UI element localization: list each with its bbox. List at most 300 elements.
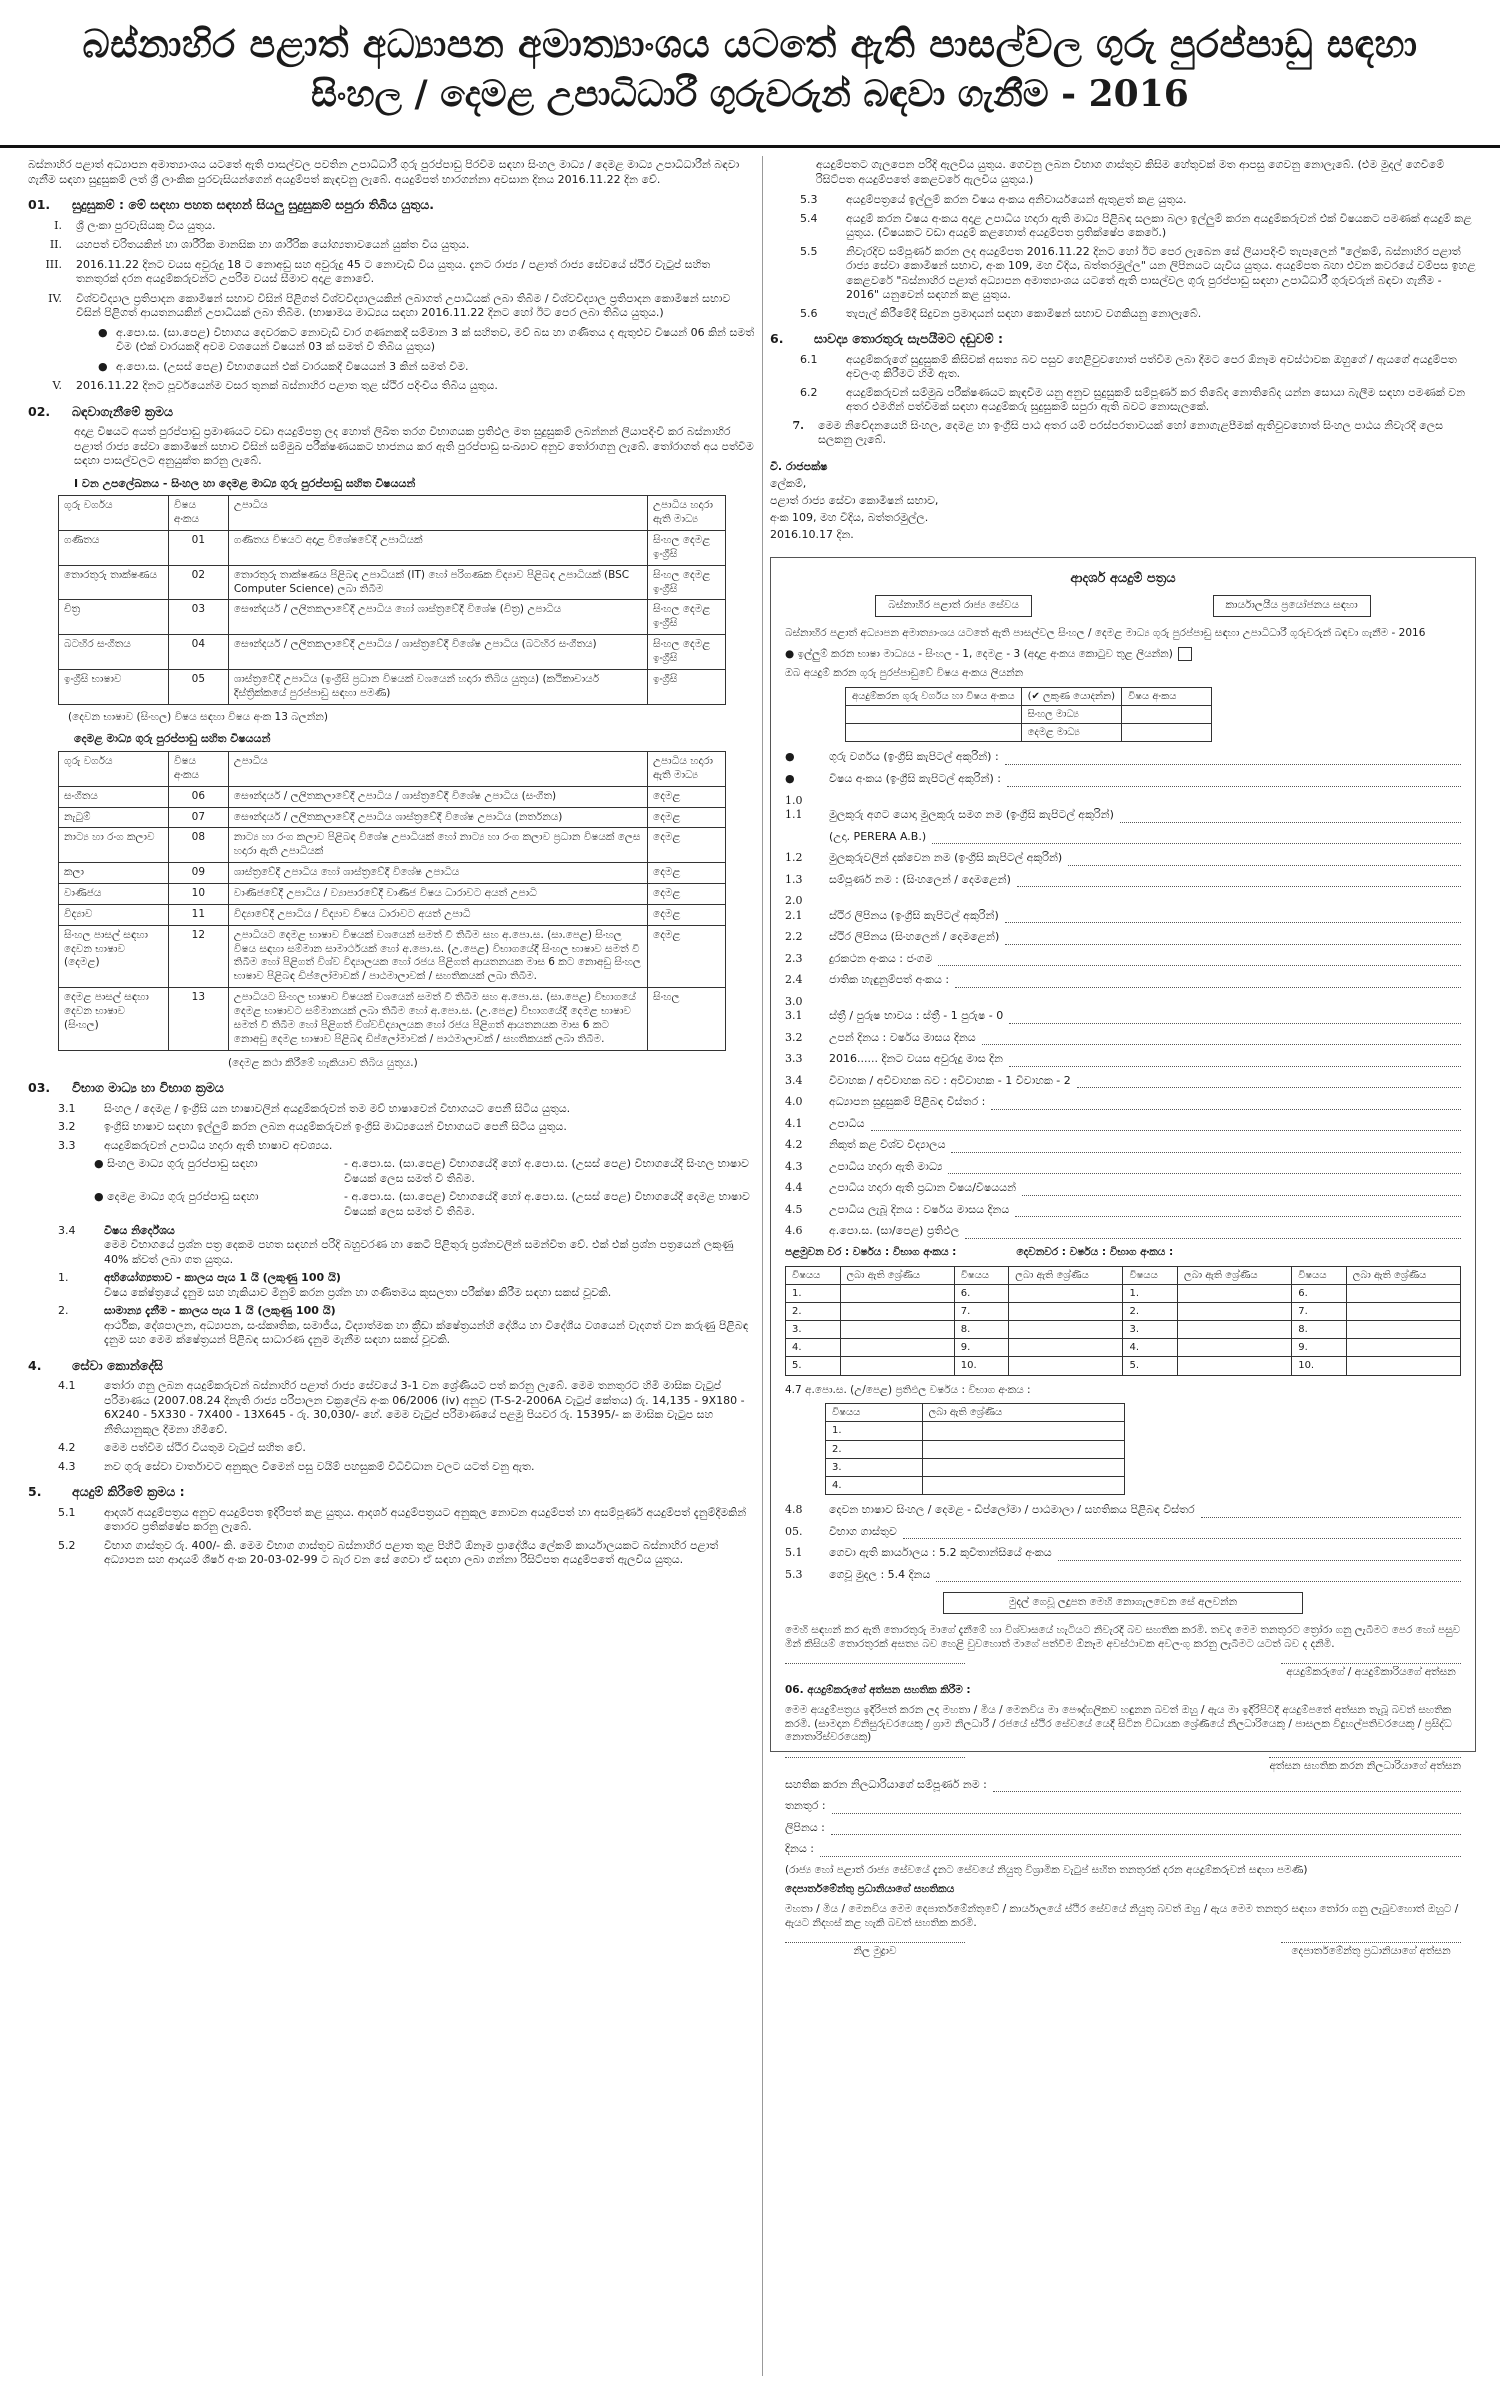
form-box-service: බස්නාහිර පළාත් රාජ්‍ය සේවය xyxy=(875,595,1032,617)
form-field-input[interactable] xyxy=(1015,1205,1461,1217)
certifier-field-input[interactable] xyxy=(831,1823,1461,1835)
ol-cell xyxy=(840,1321,954,1339)
qualification-bullet xyxy=(98,360,756,375)
form-field-input[interactable] xyxy=(991,1098,1461,1110)
declaration-signature-row: අයදුම්කරුගේ / අයදුම්කාරියගේ අත්සන xyxy=(785,1663,1461,1680)
form-field-number: 5.1 xyxy=(785,1546,803,1560)
table-row xyxy=(59,565,726,600)
table-cell: දෙමළ xyxy=(648,883,726,904)
table-cell: සිංහල පාසල් සඳහා දෙවන භාෂාව (දෙමළ) xyxy=(59,925,169,987)
form-table-cell: සිංහල මාධ්‍ය xyxy=(1021,706,1122,724)
qualification-item-text: යහපත් චරිතයකින් හා ශාරීරික මානසික හා ශාරීරික යෝග්‍යතාවයෙන් යුක්ත විය යුතුය. xyxy=(76,238,470,252)
form-field-number: 4.2 xyxy=(785,1138,803,1152)
exam-papers xyxy=(28,1271,756,1348)
table-cell: ඉංග්‍රීසි xyxy=(648,669,726,704)
table-cell: සිංහල දෙමළ ඉංග්‍රීසි xyxy=(648,600,726,635)
exam-paper xyxy=(58,1271,756,1300)
form-column-header: අයදුම්කරන ගුරු වර්ගය හා විෂය අංකය xyxy=(846,687,1022,705)
form-field-label: උපාධිය හදාරා ඇති මාධ්‍ය xyxy=(829,1159,943,1173)
service-condition-text: තෝරා ගනු ලබන අයදුම්කරුවන් බස්නාහිර පළාත් රාජ්‍ය සේවයේ 3-1 වන ශ්‍රේණියට පත් කරනු ලැබේ. මෙම තනතුරට හිමි මාසික වැටුප් පරිමාණය (2007.08.24 දිනැති රාජ්‍ය පරිපාලන චක්‍රලේඛ අංක 06/2006 (iv) අනුව (T-S-2-2006A වැටුප් කේතය) රු. 14,135 - 9X180 - 6X240 - 5X330 - 7X400 - 13X645 - රු. 30,030/- හේ. මෙම වැටුප් පරිමාණයේ පළමු පියවර රු. 15395/- ක මාසික වැටුප සහ නීතියානුකූල දීමනා හිමිවේ. xyxy=(104,1379,745,1436)
form-intro: බස්නාහිර පළාත් අධ්‍යාපන අමාත්‍යාංශය යටතේ ඇති පාසල්වල සිංහල / දෙමළ මාධ්‍ය ගුරු පුරප්පාඩු සඳහා උපාධිධාරී ගුරුවරුන් බඳවා ගැනීම - 2016 xyxy=(785,627,1426,639)
form-field-input[interactable] xyxy=(1058,1549,1461,1561)
column-header: උපාධිය හදාරා ඇති මාධ්‍ය xyxy=(648,751,726,786)
table-cell: දෙමළ xyxy=(648,925,726,987)
certifier-field xyxy=(785,1821,1461,1836)
form-field xyxy=(785,794,1461,823)
form-medium-line: ● ඉල්ලුම් කරන භාෂා මාධ්‍යය - සිංහල - 1, දෙමළ - 3 (අදාළ අංකය කොටුව තුළ ලියන්න) xyxy=(785,647,1461,662)
al-cell xyxy=(922,1477,1124,1495)
certifier-field-label: දිනය : xyxy=(785,1842,814,1856)
form-column-header: (✔ ලකුණ යොදන්න) xyxy=(1021,687,1122,705)
form-field xyxy=(785,873,1461,888)
exam-paper-number: 2. xyxy=(58,1304,69,1318)
al-cell: 2. xyxy=(826,1440,923,1458)
form-field-label: විෂය අංකය (ඉංග්‍රීසි කැපිටල් අකුරින්) : xyxy=(829,772,1001,785)
form-field-number: 2.2 xyxy=(785,930,803,944)
table-row xyxy=(59,925,726,987)
ol-cell: 6. xyxy=(1292,1284,1347,1302)
form-field-label: අධ්‍යාපන සුදුසුකම් පිළිබඳ විස්තර : xyxy=(829,1095,986,1109)
service-condition xyxy=(58,1379,756,1437)
penalty-item-text: අයදුම්කරුගේ සුදුසුකම් කිසිවක් අසත්‍ය බව පසුව හෙළිවුවහොත් පත්වීම ලබා දීමට පෙර ඕනෑම අවස්ථාවක ඔහුගේ / ඇයගේ අයදුම්පත අවලංගු කිරීමට හිමි ඇත. xyxy=(846,352,1457,381)
form-field-number: 1.3 xyxy=(785,872,803,886)
form-field-number: 3.4 xyxy=(785,1073,803,1087)
form-field-input[interactable] xyxy=(1068,854,1461,866)
exam-item-number: 3.1 xyxy=(58,1101,76,1115)
service-condition xyxy=(58,1441,756,1456)
ol-cell xyxy=(840,1302,954,1320)
section-34: 3.4 විෂය නිර්දේශය මෙම විභාගයේ ප්‍රශ්න පත්‍ර දෙකම පහත සඳහන් පරිදි බහුවරණ හා කෙටි පිළිතුරු ප්‍රශ්නවලින් සමන්විත වේ. එක් එක් ප්‍රශ්න පත්‍රයෙන් ලකුණු 40% ක්වත් ලබා ගත යුතුය. xyxy=(58,1223,734,1266)
ol-cell: 9. xyxy=(1292,1339,1347,1357)
exam-paper-body xyxy=(104,1304,756,1348)
table-cell: 03 xyxy=(168,600,228,635)
application-step-text: අයදුම් කරන විෂය අංකය අදාළ උපාධිය හදාරා ඇති මාධ්‍ය පිළිබඳ සලකා බලා ඉල්ලුම් කරන අයදුම්කරුවන් එක් විෂයකට පමණක් අයදුම් කළ යුතුය. (විෂයකට වඩා අයදුම් කළහොත් අයදුම්පත ප්‍රතික්ෂේප කෙරේ.) xyxy=(846,211,1472,240)
exam-paper-title: සාමාන්‍ය දැනීම - කාලය පැය 1 යි (ලකුණු 100 යි) xyxy=(104,1304,336,1318)
bullet-dot: ● xyxy=(98,325,108,339)
form-field-number: 3.0 3.1 xyxy=(785,994,803,1023)
form-field-number: 3.2 xyxy=(785,1030,803,1044)
application-step-text: තැපැල් කිරීමේදී සිදුවන ප්‍රමාදයන් සඳහා කොමිෂන් සභාව වගකියනු නොලැබේ. xyxy=(846,306,1202,320)
signatory-line: පළාත් රාජ්‍ය සේවා කොමිෂන් සභාව, xyxy=(770,493,939,507)
form-field-number: 4.6 xyxy=(785,1224,803,1238)
penalty-item xyxy=(800,386,1476,415)
form-table-cell xyxy=(846,706,1022,724)
form-field-input[interactable] xyxy=(903,1527,1461,1539)
ol-cell xyxy=(1009,1339,1123,1357)
application-step xyxy=(800,307,1476,322)
penalty-item-text: අයදුම්කරුවන් සම්මුඛ පරීක්ෂණයට කැඳවීම යනු අනුව සුදුසුකම් සම්පූර්ණ කර තිබේද නොතිබේද යන්න සොයා බැලීම සඳහා පමණක් වන අතර එමගින් පත්වීමක් සඳහා අයදුම්කරු සුදුසුකම් සපුරා ඇති බවට නොසැලකේ. xyxy=(846,385,1466,414)
form-field-label: ස්ථිර ලිපිනය (ඉංග්‍රීසි කැපිටල් අකුරින්) xyxy=(829,908,999,922)
form-field xyxy=(785,830,1461,845)
qualification-item-number: III. xyxy=(45,257,62,271)
ol-column-header: විෂයය xyxy=(1292,1266,1347,1284)
table-row xyxy=(59,600,726,635)
service-condition-number: 4.1 xyxy=(58,1379,76,1393)
al-column-header: ලබා ඇති ශ්‍රේණිය xyxy=(922,1404,1124,1422)
table-cell: සෞන්දර්ය / ලලිතකලාවේදී උපාධිය හෝ ශාස්ත්‍රවේදී විශේෂ (චිත්‍ර) උපාධිය xyxy=(228,600,647,635)
form-field-label: දුරකථන අංකය : ජංගම xyxy=(829,951,933,965)
form-header-boxes xyxy=(785,595,1461,617)
table-cell: ඉංග්‍රීසි භාෂාව xyxy=(59,669,169,704)
qualification-item-text: විශ්වවිද්‍යාල ප්‍රතිපාදන කොමිෂන් සභාව විසින් පිළිගත් විශ්වවිද්‍යාලයකින් ලබාගත් උපාධියක් ලබා තිබීම / විශ්වවිද්‍යාල ප්‍රතිපාදන කොමිෂන් සභාව විසින් පිළිගත් ආයතනයකින් උපාධියක් ලබා තිබීම. (භාෂාමය මාධ්‍යය සඳහා 2016.11.22 දිනට හෝ ඊට පෙර ලබා තිබිය යුතුය.) xyxy=(76,291,731,320)
form-field-input[interactable] xyxy=(938,954,1461,966)
form-field-number: 5.3 xyxy=(785,1567,803,1581)
right-column xyxy=(770,158,1476,2373)
ol-cell: 4. xyxy=(1123,1339,1178,1357)
section-05-items-continued xyxy=(770,193,1476,321)
form-field xyxy=(785,1525,1461,1540)
form-field-label: අ.පො.ස. (සා/පෙළ) ප්‍රතිඵල xyxy=(829,1224,960,1238)
al-row xyxy=(826,1477,1125,1495)
ol-row xyxy=(786,1284,1461,1302)
table-cell: සෞන්දර්ය / ලලිතකලාවේදී උපාධිය / ශාස්ත්‍රවේදී විශේෂ උපාධිය (සංගීත) xyxy=(228,786,647,807)
ol-cell xyxy=(840,1339,954,1357)
ol-cell xyxy=(1346,1321,1460,1339)
column-header: උපාධිය xyxy=(228,496,647,531)
al-cell: 1. xyxy=(826,1422,923,1440)
ol-cell xyxy=(1346,1302,1460,1320)
column-header: උපාධිය හදාරා ඇති මාධ්‍ය xyxy=(648,496,726,531)
exam-paper-number: 1. xyxy=(58,1271,69,1285)
qualification-item xyxy=(28,238,756,253)
certification-text: මෙම අයදුම්පත්‍රය ඉදිරිපත් කරන ලද මහතා / මිය / මෙනවිය මා පෞද්ගලිකව හඳුනන බවත් ඔහු / ඇය මා ඉදිරිපිටදී අයදුම්පතේ අත්සන තැබූ බවත් සහතික කරමි. (සාමදාන විනිසුරුවරයෙකු / ග්‍රාම නිලධාරී / රජයේ ස්ථිර සේවයේ යෙදී සිටින විධායක ශ්‍රේණියේ නිලධාරියෙකු / පාසලක විදුහල්පතිවරයෙකු / ප්‍රසිද්ධ නොතාරිස්වරයෙකු) xyxy=(785,1703,1452,1744)
form-field xyxy=(785,995,1461,1024)
service-condition-number: 4.3 xyxy=(58,1459,76,1473)
ol-cell: 8. xyxy=(1292,1321,1347,1339)
form-field xyxy=(785,1568,1461,1583)
ol-header-row xyxy=(786,1266,1461,1284)
form-field-input[interactable] xyxy=(1120,811,1461,823)
exam-item xyxy=(58,1102,756,1117)
al-row xyxy=(826,1440,1125,1458)
table-cell: නාට්‍ය හා රංග කලාව xyxy=(59,828,169,863)
signatory-line: ලේකම්, xyxy=(770,476,807,490)
form-field xyxy=(785,772,1461,787)
form-field-label: විභාග ගාස්තුව xyxy=(829,1524,897,1538)
medium-rule: - අ.පො.ස. (සා.පෙළ) විභාගයේදී හෝ අ.පො.ස. (උසස් පෙළ) විභාගයේදී සිංහල භාෂාව විෂයක් ලෙස සමත් වී තිබීම. xyxy=(344,1157,749,1185)
section-04-items xyxy=(28,1379,756,1474)
form-field-label: ජාතික හැඳුනුම්පත් අංකය : xyxy=(829,973,950,987)
table-cell: සෞන්දර්ය / ලලිතකලාවේදී උපාධිය ශාස්ත්‍රවේදී විශේෂ උපාධිය (නර්තනය) xyxy=(228,807,647,828)
qualification-item xyxy=(28,292,756,321)
form-field xyxy=(785,1031,1461,1046)
ol-cell: 10. xyxy=(954,1357,1009,1375)
form-field-label: 2016...... දිනට වයස අවුරුදු මාස දින xyxy=(829,1052,1003,1066)
ol-cell xyxy=(1009,1357,1123,1375)
signatory-name: වී. රාජපක්ෂ xyxy=(770,459,828,473)
ol-cell xyxy=(1177,1321,1291,1339)
form-field-input[interactable] xyxy=(955,976,1461,988)
section-05-heading: 5. අයදුම් කිරීමේ ක්‍රමය : xyxy=(28,1484,185,1500)
certifier-field xyxy=(785,1842,1461,1857)
table-cell: ගණිතය විෂයට අදාළ විශේෂවේදී උපාධියක් xyxy=(228,530,647,565)
qualification-item-number: I. xyxy=(54,218,62,232)
declaration-text: මෙහි සඳහන් කර ඇති තොරතුරු මාගේ දැනීමේ හා විශ්වාසයේ හැටියට නිවැරදි බව සහතික කරමි. තවද මෙම තනතුරට ත්‍රෝරා ගනු ලැබීමට පෙර හෝ පසුව මින් කිසියම් තොරතුරක් අසත්‍ය බව හෙළි වුවහොත් මාගේ පත්වීම ඕනෑම අවස්ථාවක අවලංගු කරනු ලැබීමට යටත් බව ද දනිමි. xyxy=(785,1624,1461,1650)
ol-cell: 9. xyxy=(954,1339,1009,1357)
section-01-bullets xyxy=(28,326,756,375)
application-step-text: නිවැරදිව සම්පූර්ණ කරන ලද අයදුම්පත 2016.11.22 දිනට හෝ ඊට පෙර ලැබෙන සේ ලියාපදිංචි තැපෑලෙන් "ලේකම්, බස්නාහිර පළාත් රාජ්‍ය සේවා කොමිෂන් සභාව, අංක 109, මහ වීදිය, බත්තරමුල්ල" යන ලිපිනයට යැවිය යුතුය. අයදුම්පත බහා එවන කවරයේ වම්පස ඉහළ කෙළවරේ "බස්නාහිර පළාත් අධ්‍යාපන අමාත්‍යාංශය යටතේ ඇති පාසල්වල ගුරු පුරප්පාඩු සඳහා උපාධිධාරී ගුරුවරුන් බඳවා ගැනීම - 2016" යනුවෙන් සඳහන් කළ යුතුය. xyxy=(846,244,1476,302)
form-field xyxy=(785,1181,1461,1196)
ol-cell xyxy=(1177,1284,1291,1302)
service-condition-text: මෙම පත්වීම ස්ථිර වියතුම වැටුප් සහිත වේ. xyxy=(104,1441,306,1455)
application-step-text: විභාග ගාස්තුව රු. 400/- කි. මෙම විභාග ගාස්තුව බස්නාහිර පළාත තුළ පිහිටි ඕනෑම ප්‍රාදේශීය ලේකම් කාර්යාලයකට බස්නාහිර පළාත් අධ්‍යාපන සහ ආදායම් ශීර්ෂ අංක 20-03-02-99 ට බැර වන සේ ගෙවා ඒ සඳහා ලබා ගන්නා රිසිට්පත අයදුම්පතේ ඇලවිය යුතුය. xyxy=(104,1538,719,1567)
form-field-label: ස්ථිර ලිපිනය (සිංහලෙන් / දෙමළෙන්) xyxy=(829,930,1000,944)
ol-cell: 8. xyxy=(954,1321,1009,1339)
certifier-field-label: තනතුර : xyxy=(785,1799,826,1813)
form-field-number: 1.0 1.1 xyxy=(785,793,803,822)
form-field-label: (උදා. PERERA A.B.) xyxy=(829,829,927,843)
table-cell: 11 xyxy=(168,904,228,925)
ol-cell: 3. xyxy=(786,1321,841,1339)
qualification-item-number: IV. xyxy=(48,291,62,305)
section-06-heading: 6. සාවද්‍ය තොරතුරු සැපයීමට දඬුවම් : xyxy=(770,331,1003,347)
table-cell: ශාස්ත්‍රවේදී උපාධිය (ඉංග්‍රීසි ප්‍රධාන විෂයක් වශයෙන් හදාරා තිබිය යුතුය) (කථිකාචාර්ය දිස්ත්‍රික්කයේ පුරප්පාඩු සඳහා පමණි) xyxy=(228,669,647,704)
form-title: ආදර්ශ අයදුම් පත්‍රය xyxy=(1070,570,1176,586)
application-step xyxy=(800,212,1476,241)
table-cell: සිංහල දෙමළ ඉංග්‍රීසි xyxy=(648,635,726,670)
notice-title-line1: බස්නාහිර පළාත් අධ්‍යාපන අමාත්‍යාංශය යටතේ ඇති පාසල්වල ගුරු පුරප්පාඩු සඳහා xyxy=(82,21,1418,66)
form-field-input[interactable] xyxy=(1007,775,1461,787)
bullet-dot: ● xyxy=(98,359,108,373)
form-field xyxy=(785,1117,1461,1132)
section-02-text: අදාළ විෂයට අයත් පුරප්පාඩු ප්‍රමාණයට වඩා අයදුම්පත්‍ර ලද හොත් ලිඛිත තරග විභාගයක ප්‍රතිඵල මත සුදුසුකම් ලබන්නන් ලියාපදිංචි කර බස්නාහිර පළාත් රාජ්‍ය සේවා කොමිෂන් සභාව විසින් සම්මුඛ පරීක්ෂණයකට භාජනය කර ඇති පුරප්පාඩු සංඛ්‍යාව අනුව තෝරාගනු ලැබේ. තෝරාගත් අය පත්වීම සඳහා පාසල්වලට අනුයුක්ත කරනු ලැබේ. xyxy=(74,425,754,468)
certifier-details xyxy=(785,1778,1461,1857)
form-field-number: 4.8 xyxy=(785,1503,803,1517)
section-05-items xyxy=(28,1506,756,1568)
form-field-label: නිකුත් කළ විශ්ව විද්‍යාලය xyxy=(829,1138,946,1152)
section-07: 7. මෙම නිවේදනයෙහි සිංහල, දෙමළ හා ඉංග්‍රීසි පාඨ අතර යම් පරස්පරතාවයක් හෝ නොගැළපීමක් ඇතිවුවහොත් සිංහල පාඨය නිවැරදි ලෙස සලකනු ලැබේ. xyxy=(792,418,1444,447)
employer-cert-text: මහතා / මිය / මෙනවිය මෙම දෙපාර්තමේන්තුවේ / කාර්යාලයේ ස්ථිර සේවයේ නියුතු බවත් ඔහු / ඇය මෙම තනතුර සඳහා තෝරා ගනු ලැබුවහොත් ඔහුට / ඇයට නිදහස් කළ හැකි බවත් සහතික කරමි. xyxy=(785,1903,1459,1929)
exam-paper-text: ආර්ථික, දේශපාලන, අධ්‍යාපන, සංස්කෘතික, සමාජීය, විද්‍යාත්මක හා ක්‍රීඩා ක්ෂේත්‍රයන්හි දේශීය හා විදේශීය වශයෙන් වැදගත් වන කරුණු පිළිබඳ දැනුම සහ මෙම ක්ෂේත්‍රයන් පිළිබඳ සාධාරණ දැනුම මැනීම සඳහා සකස් වූවකි. xyxy=(104,1318,749,1347)
table-cell: දෙමළ පාසල් සඳහා දෙවන භාෂාව (සිංහල) xyxy=(59,988,169,1050)
column-header: උපාධිය xyxy=(228,751,647,786)
table-cell: තොරතුරු තාක්ෂණය පිළිබඳ උපාධියක් (IT) හෝ පරිගණක විද්‍යාව පිළිබඳ උපාධියක් (BSC Computer Science) ලබා තිබීම xyxy=(228,565,647,600)
application-step-text: අයදුම්පත්‍රයේ ඉල්ලුම් කරන විෂය අංකය අනිවාර්යයෙන් ඇතුළත් කළ යුතුය. xyxy=(846,193,1187,207)
table-sinhala-tamil-subjects xyxy=(58,495,726,704)
signatory-line: 2016.10.17 දින. xyxy=(770,527,854,541)
form-field-input[interactable] xyxy=(1077,1076,1461,1088)
employer-note: (රාජ්‍ය හෝ පළාත් රාජ්‍ය සේවයේ දැනට සේවයේ නියුතු විශ්‍රාමික වැටුප් සහිත තනතුරක් දරන අයදුම්කරුවන් සඳහා පමණි) xyxy=(785,1863,1308,1876)
table-cell: 12 xyxy=(168,925,228,987)
table-cell: දෙමළ xyxy=(648,904,726,925)
certifier-field xyxy=(785,1778,1461,1793)
table-cell: 04 xyxy=(168,635,228,670)
certifier-field-label: සහතික කරන නිලධාරියාගේ සම්පූර්ණ නම : xyxy=(785,1777,987,1791)
ol-column-header: විෂයය xyxy=(786,1266,841,1284)
qualification-item-text: 2016.11.22 දිනට වයස අවුරුදු 18 ට නොඅඩු සහ අවුරුදු 45 ට නොවැඩි විය යුතුය. දැනට රාජ්‍ය / පළාත් රාජ්‍ය සේවයේ ස්ථිර වැටුප් සහිත තනතුරක් දරන අයදුම්කරුවන්ට උපරිම වයස් සීමාව අදාළ නොවේ. xyxy=(76,257,711,286)
certifier-field-input[interactable] xyxy=(832,1802,1461,1814)
ol-cell xyxy=(1177,1339,1291,1357)
al-header-row xyxy=(826,1404,1125,1422)
certifier-field-input[interactable] xyxy=(993,1780,1461,1792)
ol-column-header: ලබා ඇති ශ්‍රේණිය xyxy=(1009,1266,1123,1284)
table-cell: සංගීතය xyxy=(59,786,169,807)
form-table-header xyxy=(846,687,1212,705)
form-field xyxy=(785,1052,1461,1067)
form-field-input[interactable] xyxy=(982,1033,1461,1045)
table-cell: තොරතුරු තාක්ෂණය xyxy=(59,565,169,600)
form-table-cell: දෙමළ මාධ්‍ය xyxy=(1021,724,1122,742)
ol-cell xyxy=(1009,1321,1123,1339)
application-step-number: 5.4 xyxy=(800,211,818,225)
table-cell: කලා xyxy=(59,863,169,884)
notice-title-line2: සිංහල / දෙමළ උපාධිධාරී ගුරුවරුන් බඳවා ගැනීම - 2016 xyxy=(311,73,1189,115)
exam-paper-title: අභියෝග්‍යතාව - කාලය පැය 1 යි (ලකුණු 100 යි) xyxy=(104,1271,341,1285)
form-column-header: විෂය අංකය xyxy=(1122,687,1212,705)
form-field-input[interactable] xyxy=(1005,753,1461,765)
application-step xyxy=(800,193,1476,208)
form-field-input[interactable] xyxy=(936,1570,1461,1582)
column-divider xyxy=(762,156,763,2376)
ol-cell: 5. xyxy=(1123,1357,1178,1375)
ol-column-header: ලබා ඇති ශ්‍රේණිය xyxy=(840,1266,954,1284)
table2-title: දෙමළ මාධ්‍ය ගුරු පුරප්පාඩු සහිත විෂයයන් xyxy=(74,732,271,746)
column-header: විෂය අංකය xyxy=(168,496,228,531)
form-field xyxy=(785,1095,1461,1110)
ol-column-header: විෂයය xyxy=(1123,1266,1178,1284)
medium-requirement xyxy=(94,1157,756,1186)
form-field-label: උපාධිය හදාරා ඇති ප්‍රධාන විෂය/විෂයයන් xyxy=(829,1181,1017,1195)
table-cell: 08 xyxy=(168,828,228,863)
ol-cell xyxy=(1177,1357,1291,1375)
form-field-label: විවාහක / අවිවාහක බව : අවිවාහක - 1 විවාහක - 2 xyxy=(829,1073,1071,1087)
ol-cell xyxy=(1346,1339,1460,1357)
exam-item xyxy=(58,1139,756,1154)
medium-label: ● සිංහල මාධ්‍ය ගුරු පුරප්පාඩු සඳහා xyxy=(94,1157,258,1171)
signatory-line: අංක 109, මහ වීදිය, බත්තරමුල්ල. xyxy=(770,510,929,524)
medium-label: ● දෙමළ මාධ්‍ය ගුරු පුරප්පාඩු සඳහා xyxy=(94,1190,259,1204)
table-cell: 01 xyxy=(168,530,228,565)
employer-signature-row: නිල මුද්‍රාව දෙපාර්තමේන්තු ප්‍රධානියාගේ අත්සන xyxy=(785,1942,1461,1959)
form-field xyxy=(785,1160,1461,1175)
table-cell: දෙමළ xyxy=(648,807,726,828)
section-03-medium-requirements xyxy=(28,1157,756,1219)
ol-cell: 10. xyxy=(1292,1357,1347,1375)
al-cell xyxy=(922,1422,1124,1440)
ol-cell: 1. xyxy=(1123,1284,1178,1302)
form-field-number: 2.3 xyxy=(785,951,803,965)
form-field-input[interactable] xyxy=(871,1119,1461,1131)
table-cell: සෞන්දර්ය / ලලිතකලාවේදී උපාධිය / ශාස්ත්‍රවේදී විශේෂ උපාධිය (බටහිර සංගීතය) xyxy=(228,635,647,670)
service-condition-number: 4.2 xyxy=(58,1441,76,1455)
exam-paper-text: විෂය කේෂ්ත්‍රයේ දැනුම සහ හැකියාව මිනුම් කරන ප්‍රශ්න හා ගණිතමය කුසලතා පරීක්ෂා කිරීම සඳහා සකස් වූවකි. xyxy=(104,1285,612,1299)
table-cell: 07 xyxy=(168,807,228,828)
form-field-input[interactable] xyxy=(1005,933,1461,945)
al-row xyxy=(826,1422,1125,1440)
table-cell: නාට්‍ය හා රංග කලාව පිළිබඳ විශේෂ උපාධියක් හෝ නාට්‍ය හා රංග කලාව ප්‍රධාන විෂයක් ලෙස හදාරා ඇති උපාධියක් xyxy=(228,828,647,863)
ol-cell xyxy=(840,1284,954,1302)
certification-signature-row: අත්සන සහතික කරන නිලධාරියාගේ අත්සන xyxy=(785,1757,1461,1774)
table-cell: දෙමළ xyxy=(648,863,726,884)
form-field-input[interactable] xyxy=(951,1141,1461,1153)
exam-paper xyxy=(58,1304,756,1348)
form-field-input[interactable] xyxy=(1017,875,1461,887)
form-field-label: ගුරු වර්ගය (ඉංග්‍රීසි කැපිටල් අකුරින්) : xyxy=(829,750,999,764)
ol-row xyxy=(786,1339,1461,1357)
application-step xyxy=(58,1506,756,1535)
section-01-items xyxy=(28,219,756,321)
form-field xyxy=(785,1074,1461,1089)
form-field-input[interactable] xyxy=(1005,911,1461,923)
form-table-cell xyxy=(846,724,1022,742)
table2-note: (දෙමළ කථා කිරීමේ හැකියාව තිබිය යුතුය.) xyxy=(228,1056,418,1069)
ol-cell: 7. xyxy=(1292,1302,1347,1320)
table-cell: 09 xyxy=(168,863,228,884)
form-field-input[interactable] xyxy=(1009,1055,1461,1067)
left-column xyxy=(28,158,756,2373)
form-field xyxy=(785,1203,1461,1218)
table-cell: උපාධියට සිංහල භාෂාව විෂයක් වශයෙන් සමත් වී තිබීම සහ අ.පො.ස. (සා.පෙළ) විභාගයේ දෙමළ භාෂාවට සම්මානයක් ලබා තිබීම හෝ අ.පො.ස. (උ.පෙළ) විභාගයේදී දෙමළ භාෂාව සමත් වී තිබීම හෝ පිළිගත් විශ්වවිද්‍යාලයක හෝ රජය පිළිගත් ආයතනයක මාස 6 කට නොඅඩු දෙමළ භාෂාව පිළිබඳ ඩිප්ලෝමාවක් / පාඨමාලාවක් / සහතිකයක් ලබා තිබීම. xyxy=(228,988,647,1050)
intro-paragraph: බස්නාහිර පළාත් අධ්‍යාපන අමාත්‍යාංශය යටතේ ඇති පාසල්වල පවතින උපාධිධාරී ගුරු පුරප්පාඩු පිරවීම සඳහා සිංහල මාධ්‍ය / දෙමළ මාධ්‍ය උපාධිධාරීන් බඳවා ගැනීම සඳහා සුදුසුකම් ලත් ශ්‍රී ලාංකික පුරවැසියන්ගෙන් අයදුම්පත් කැඳවනු ලැබේ. අයදුම්පත් භාරගන්නා අවසාන දිනය 2016.11.22 දින වේ. xyxy=(28,158,740,186)
al-results-heading: 4.7 අ.පො.ස. (උ/පෙළ) ප්‍රතිඵල වර්ෂය : විභාග අංකය : xyxy=(785,1383,1031,1396)
bullet-text: අ.පො.ස. (උසස් පෙළ) විභාගයෙන් එක් වාරයකදී විෂයයන් 3 කින් සමත් වීම. xyxy=(116,359,469,373)
form-field xyxy=(785,851,1461,866)
column-header: ගුරු වර්ගය xyxy=(59,496,169,531)
form-table-row xyxy=(846,724,1212,742)
form-field xyxy=(785,894,1461,923)
form-field-input[interactable] xyxy=(948,1162,1461,1174)
table-row xyxy=(59,635,726,670)
form-field-label: මුලකුරු අගට යොදා මුලකුරු සමග නම (ඉංග්‍රීසි කැපිටල් අකුරින්) xyxy=(829,808,1114,822)
form-field-input[interactable] xyxy=(1022,1184,1461,1196)
form-field-number: 3.3 xyxy=(785,1052,803,1066)
form-field-number: 2.0 2.1 xyxy=(785,894,803,922)
form-field-input[interactable] xyxy=(1201,1506,1461,1518)
application-step-number: 5.2 xyxy=(58,1538,76,1552)
medium-checkbox[interactable] xyxy=(1178,647,1192,661)
ol-column-header: විෂයය xyxy=(954,1266,1009,1284)
form-field xyxy=(785,952,1461,967)
notice-header xyxy=(0,0,1500,148)
form-table-row xyxy=(846,706,1212,724)
application-step-text: ආදර්ශ අයදුම්පත්‍රය අනුව අයදුම්පත ඉදිරිපත් කළ යුතුය. ආදර්ශ අයදුම්පත්‍රයට අනුකූල නොවන අයදුම්පත් හා අසම්පූර්ණ අයදුම්පත් දැනුම්දීමකින් තොරව ප්‍රතික්ෂේප කරනු ලැබේ. xyxy=(104,1505,747,1534)
al-results-table xyxy=(825,1403,1125,1495)
certifier-field-input[interactable] xyxy=(820,1845,1461,1857)
form-field-input[interactable] xyxy=(932,832,1461,844)
table-cell: වාණිජවේදී උපාධිය / ව්‍යාපාරවේදී වාණිජ විෂය ධාරාවට අයත් උපාධි xyxy=(228,883,647,904)
form-field-label: ගෙවා ඇති කාර්යාලය : 5.2 කුවිතාන්සියේ අංකය xyxy=(829,1546,1052,1560)
table-row xyxy=(59,904,726,925)
table-cell: විද්‍යාවේදී උපාධිය / විද්‍යාව විෂය ධාරාවට අයත් උපාධි xyxy=(228,904,647,925)
form-field-label: උපාධිය xyxy=(829,1116,865,1130)
application-step-number: 5.1 xyxy=(58,1505,76,1519)
service-condition xyxy=(58,1460,756,1475)
penalty-item xyxy=(800,353,1476,382)
application-step-number: 5.3 xyxy=(800,193,818,207)
table-row xyxy=(59,807,726,828)
form-field-number: 4.5 xyxy=(785,1202,803,1216)
section-04-heading: 4. සේවා කොන්දේසි xyxy=(28,1357,163,1373)
section-02-heading: 02. බඳවාගැනීමේ ක්‍රමය xyxy=(28,403,173,419)
table-row xyxy=(59,988,726,1050)
table-cell: වාණිජය xyxy=(59,883,169,904)
bullet-text: අ.පො.ස. (සා.පෙළ) විභාගය දෙවරකට නොවැඩි වාර ගණනකදී සම්මාන 3 ක් සහිතව, මව් බස හා ගණිතය ද ඇතුළුව විෂයන් 06 කින් සමත් වීම (එක් වාරයකදී අවම වශයෙන් විෂයන් 03 ක් සමත් වී තිබිය යුතුය) xyxy=(116,325,755,354)
form-field xyxy=(785,1503,1461,1518)
table-cell: ගණිතය xyxy=(59,530,169,565)
qualification-item xyxy=(28,219,756,234)
qualification-item xyxy=(28,258,756,287)
form-field xyxy=(785,1546,1461,1561)
table-row xyxy=(59,863,726,884)
form-field-number: 4.3 xyxy=(785,1159,803,1173)
column-header: විෂය අංකය xyxy=(168,751,228,786)
table-cell: උපාධියට දෙමළ භාෂාව විෂයක් වශයෙන් සමත් වී තිබීම සහ අ.පො.ස. (සා.පෙළ) සිංහල විෂය සඳහා සම්මාන සාමාර්ථයක් හෝ අ.පො.ස. (උ.පෙළ) විභාගයේදී සිංහල භාෂාව සමත් වී තිබීම හෝ පිළිගත් විශ්ව විද්‍යාලයක හෝ රජය පිළිගත් ආයතනයක මාස 6 කට නොඅඩු සිංහල භාෂාව පිළිබඳ ඩිප්ලෝමාවක් / පාඨමාලාවක් / සහතිකයක් ලබා තිබීම. xyxy=(228,925,647,987)
form-field-input[interactable] xyxy=(965,1227,1461,1239)
form-field-input[interactable] xyxy=(1009,1012,1461,1024)
service-condition-text: නව ගුරු සේවා වාර්තාවට අනුකූල වීමෙන් පසු වයිම් පහසුකම් විධිවිධාන වලට යටත් වනු ඇත. xyxy=(104,1459,535,1473)
al-row xyxy=(826,1458,1125,1476)
penalty-item-number: 6.2 xyxy=(800,385,818,399)
